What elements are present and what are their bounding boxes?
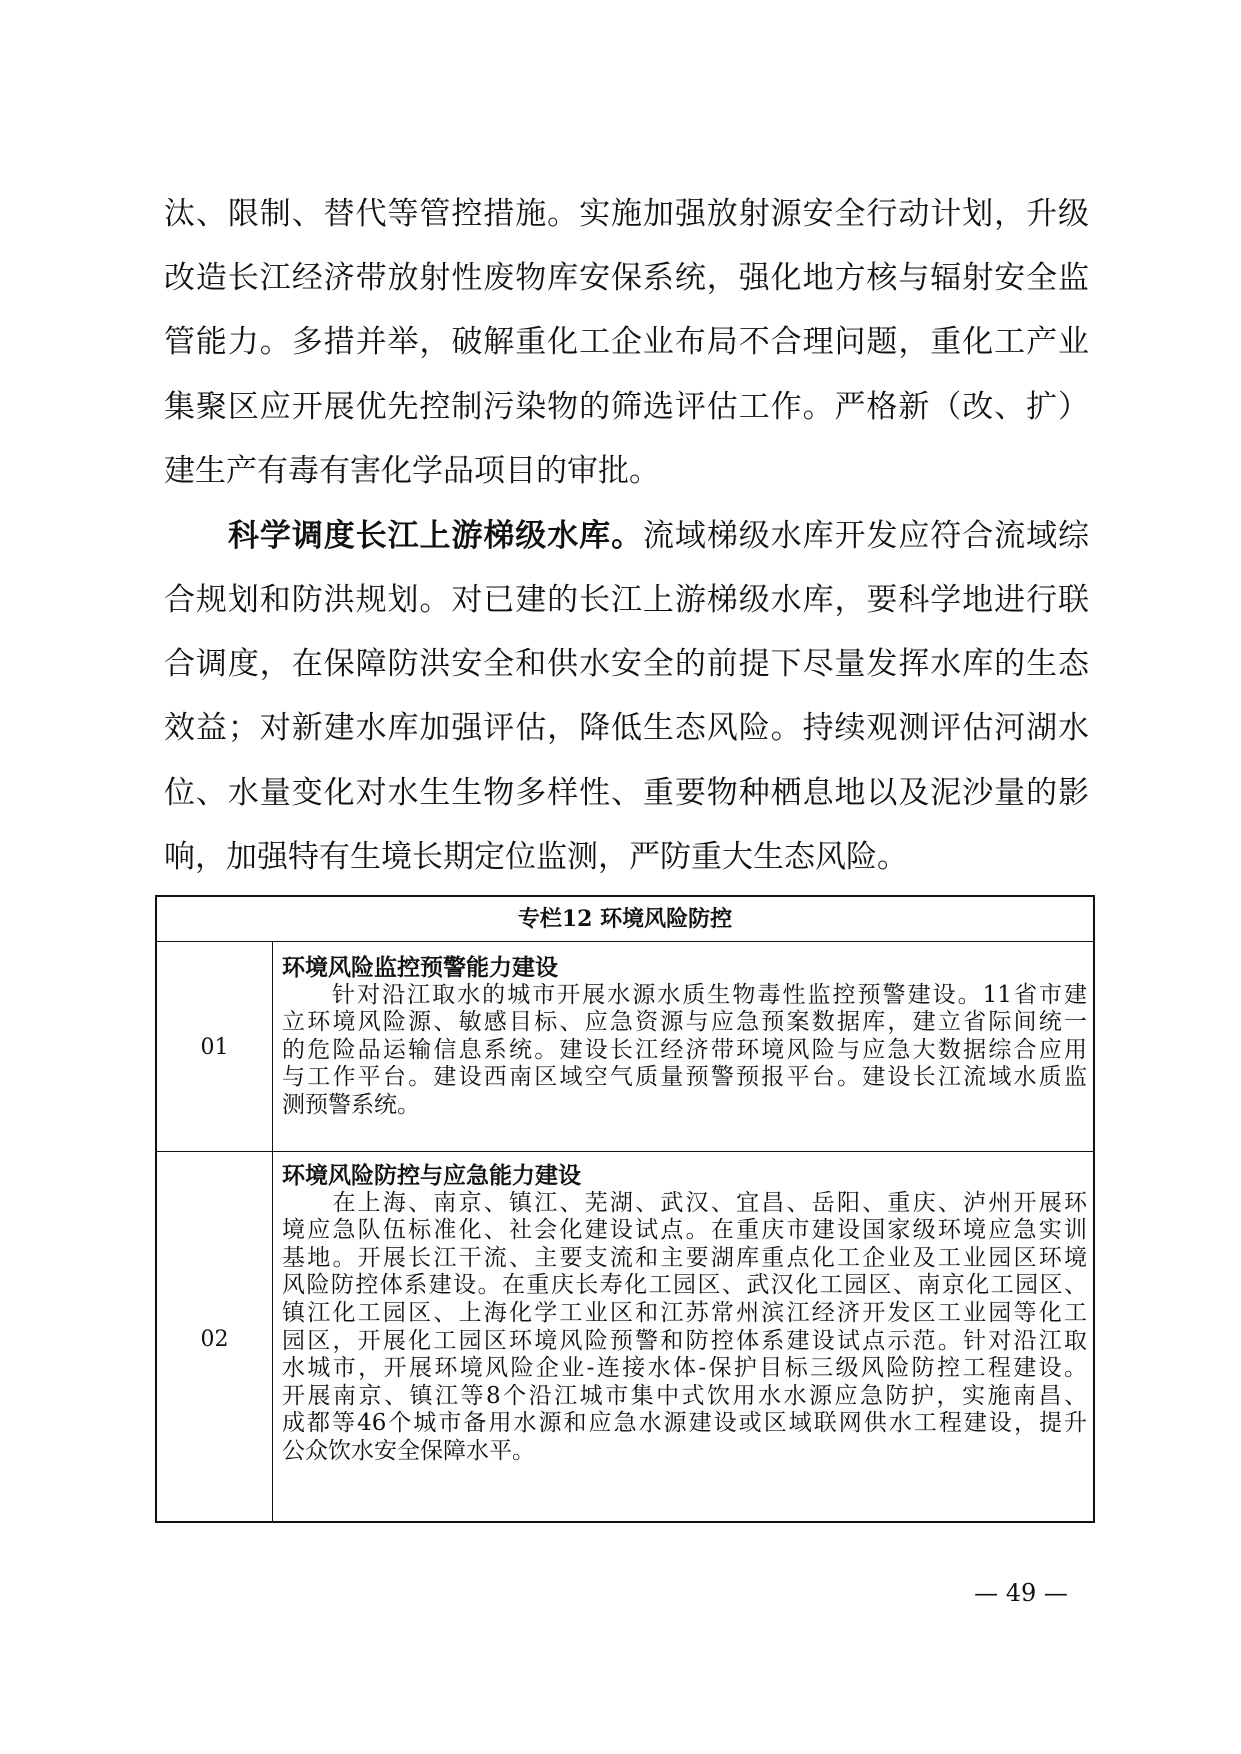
cell-text-line: 境应急队伍标准化、社会化建设试点。在重庆市建设国家级环境应急实训 <box>282 1217 1087 1244</box>
cell-text-line: 的危险品运输信息系统。建设长江经济带环境风险与应急大数据综合应用 <box>282 1036 1087 1063</box>
text: 流域梯级水库开发应符合流域综 <box>643 518 1089 554</box>
text-line: 效益；对新建水库加强评估，降低生态风险。持续观测评估河湖水 <box>164 710 1089 747</box>
cell-text-line: 立环境风险源、敏感目标、应急资源与应急预案数据库，建立省际间统一 <box>282 1009 1087 1036</box>
cell-text-line: 园区，开展化工园区环境风险预警和防控体系建设试点示范。针对沿江取 <box>282 1327 1087 1354</box>
cell-text-line: 成都等46个城市备用水源和应急水源建设或区域联网供水工程建设，提升 <box>282 1410 1087 1437</box>
text-line: 管能力。多措并举，破解重化工企业布局不合理问题，重化工产业 <box>164 324 1089 361</box>
text-line: 合调度，在保障防洪安全和供水安全的前提下尽量发挥水库的生态 <box>164 646 1089 683</box>
text-line: 汰、限制、替代等管控措施。实施加强放射源安全行动计划，升级 <box>164 196 1089 232</box>
cell-text-line: 测预警系统。 <box>282 1092 420 1118</box>
cell-text-line: 公众饮水安全保障水平。 <box>282 1438 535 1464</box>
text-line: 位、水量变化对水生生物多样性、重要物种栖息地以及泥沙量的影 <box>164 774 1089 811</box>
cell-text-line: 镇江化工园区、上海化学工业区和江苏常州滨江经济开发区工业园等化工 <box>282 1300 1087 1326</box>
cell-text-line: 针对沿江取水的城市开展水源水质生物毒性监控预警建设。11省市建 <box>282 981 1087 1008</box>
cell-text-line: 开展南京、镇江等8个沿江城市集中式饮用水水源应急防护，实施南昌、 <box>282 1382 1087 1409</box>
cell-text-line: 水城市，开展环境风险企业-连接水体-保护目标三级风险防控工程建设。 <box>282 1355 1087 1382</box>
divider <box>157 1151 1093 1152</box>
text-line: 合规划和防洪规划。对已建的长江上游梯级水库，要科学地进行联 <box>164 582 1089 618</box>
cell-text-line: 风险防控体系建设。在重庆长寿化工园区、武汉化工园区、南京化工园区、 <box>282 1272 1087 1299</box>
column-divider <box>272 942 273 1521</box>
box-title: 专栏12 环境风险防控 <box>517 906 733 932</box>
row-heading: 环境风险防控与应急能力建设 <box>282 1162 581 1189</box>
text-line: 改造长江经济带放射性废物库安保系统，强化地方核与辐射安全监 <box>164 260 1089 297</box>
text-line: 集聚区应开展优先控制污染物的筛选评估工作。严格新（改、扩） <box>164 388 1089 425</box>
text-line: 响，加强特有生境长期定位监测，严防重大生态风险。 <box>164 838 908 875</box>
divider <box>157 941 1093 942</box>
cell-text-line: 与工作平台。建设西南区域空气质量预警预报平台。建设长江流域水质监 <box>282 1064 1087 1091</box>
bold-heading: 科学调度长江上游梯级水库。 <box>228 518 643 554</box>
text-line: 建生产有毒有害化学品项目的审批。 <box>164 452 660 489</box>
row-number: 02 <box>200 1327 229 1352</box>
row-heading: 环境风险监控预警能力建设 <box>282 954 558 981</box>
row-number: 01 <box>200 1035 229 1060</box>
text-line <box>164 516 1089 556</box>
page-number: — 49 — <box>974 1579 1068 1607</box>
cell-text-line: 在上海、南京、镇江、芜湖、武汉、宜昌、岳阳、重庆、泸州开展环 <box>282 1189 1087 1216</box>
cell-text-line: 基地。开展长江干流、主要支流和主要湖库重点化工企业及工业园区环境 <box>282 1244 1087 1271</box>
sidebar-box-environmental-risk <box>155 895 1095 1523</box>
